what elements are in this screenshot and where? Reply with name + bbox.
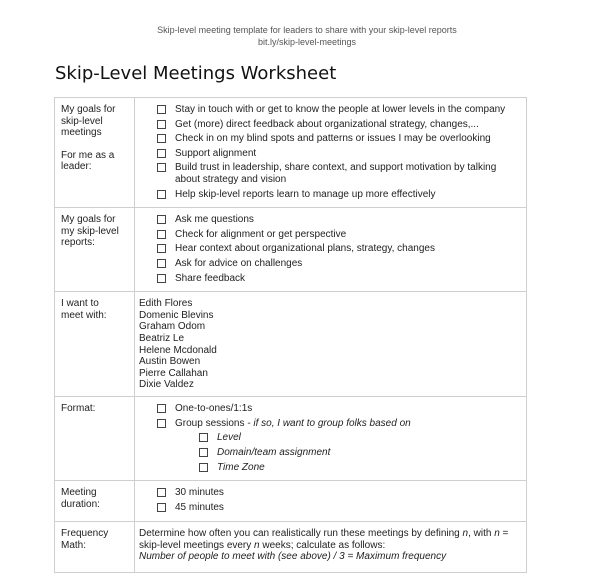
checkbox-option[interactable] bbox=[139, 258, 520, 270]
person-name: Edith Flores bbox=[139, 298, 193, 310]
checkbox[interactable] bbox=[157, 503, 166, 512]
checkbox[interactable] bbox=[157, 134, 166, 143]
checkbox[interactable] bbox=[157, 149, 166, 158]
option-label: Share feedback bbox=[175, 272, 246, 284]
person-name: Austin Bowen bbox=[139, 356, 201, 368]
person-name: Pierre Callahan bbox=[139, 367, 208, 379]
checkbox-option[interactable] bbox=[139, 104, 520, 116]
checkbox[interactable] bbox=[157, 274, 166, 283]
option-label: Domain/team assignment bbox=[217, 446, 331, 458]
option-label: Check in on my blind spots and patterns or issues I may be overlooking bbox=[175, 133, 491, 145]
label-line: skip-level bbox=[61, 115, 103, 127]
option-label: Build trust in leadership, share context, and support motivation by talking about strategy and vision bbox=[175, 162, 497, 185]
checkbox[interactable] bbox=[157, 120, 166, 129]
person-name: Graham Odom bbox=[139, 321, 206, 333]
header-subtitle: Skip-level meeting template for leaders to share with your skip-level reports bbox=[157, 25, 457, 35]
checkbox-option[interactable] bbox=[139, 403, 520, 415]
checkbox-option[interactable] bbox=[139, 462, 520, 474]
label-line: meet with: bbox=[61, 309, 107, 321]
option-label: Ask me questions bbox=[175, 214, 254, 226]
option-label: Stay in touch with or get to know the people at lower levels in the company bbox=[175, 104, 506, 115]
option-label: 45 minutes bbox=[175, 501, 224, 513]
option-label: 30 minutes bbox=[175, 487, 224, 499]
label-line: meetings bbox=[61, 127, 102, 139]
row-value bbox=[135, 481, 527, 522]
checkbox-option[interactable] bbox=[139, 447, 520, 459]
label-line: For me as a bbox=[61, 149, 115, 161]
option-label: Time Zone bbox=[217, 461, 265, 473]
page-title: Skip-Level Meetings Worksheet bbox=[55, 63, 337, 84]
row-label bbox=[55, 208, 135, 292]
label-line: My goals for bbox=[61, 104, 116, 115]
row-value bbox=[135, 397, 527, 481]
checkbox[interactable] bbox=[157, 244, 166, 253]
checkbox-option[interactable] bbox=[139, 273, 520, 285]
row-label bbox=[55, 397, 135, 481]
row-label bbox=[55, 481, 135, 522]
label-line: leader: bbox=[61, 161, 92, 173]
checkbox-option[interactable] bbox=[139, 418, 520, 430]
checkbox-option[interactable] bbox=[139, 243, 520, 255]
option-label: Support alignment bbox=[175, 147, 257, 159]
row-value bbox=[135, 522, 527, 573]
row-goals-reports bbox=[55, 208, 527, 292]
checkbox[interactable] bbox=[157, 105, 166, 114]
row-value bbox=[135, 208, 527, 292]
checkbox[interactable] bbox=[199, 433, 208, 442]
label-line: my skip-level bbox=[61, 225, 119, 237]
label-line: reports: bbox=[61, 237, 95, 249]
checkbox-option[interactable] bbox=[139, 162, 520, 185]
checkbox-option[interactable] bbox=[139, 502, 520, 514]
frequency-instructions: Determine how often you can realistically run these meetings by defining n, with n = skip-level meetings every n weeks; calculate as follows: bbox=[139, 528, 509, 551]
checkbox[interactable] bbox=[157, 259, 166, 268]
checkbox[interactable] bbox=[157, 488, 166, 497]
row-label bbox=[55, 98, 135, 208]
worksheet-table bbox=[54, 97, 527, 573]
people-list[interactable] bbox=[135, 292, 527, 397]
frequency-formula: Number of people to meet with (see above) / 3 = Maximum frequency bbox=[139, 551, 447, 563]
checkbox[interactable] bbox=[157, 230, 166, 239]
checkbox[interactable] bbox=[157, 404, 166, 413]
checkbox[interactable] bbox=[157, 190, 166, 199]
option-label: Hear context about organizational plans, strategy, changes bbox=[175, 243, 435, 255]
option-label: One-to-ones/1:1s bbox=[175, 403, 253, 415]
person-name: Domenic Blevins bbox=[139, 309, 214, 321]
checkbox-option[interactable] bbox=[139, 148, 520, 160]
row-meet-with bbox=[55, 292, 527, 397]
checkbox[interactable] bbox=[157, 419, 166, 428]
option-label: Level bbox=[217, 432, 241, 444]
checkbox[interactable] bbox=[199, 448, 208, 457]
checkbox-option[interactable] bbox=[139, 189, 520, 201]
person-name: Beatriz Le bbox=[139, 332, 185, 344]
row-label bbox=[55, 522, 135, 573]
option-label: Ask for advice on challenges bbox=[175, 257, 303, 269]
label-line: Math: bbox=[61, 539, 87, 551]
checkbox-option[interactable] bbox=[139, 487, 520, 499]
template-header bbox=[0, 24, 614, 48]
header-link[interactable]: bit.ly/skip-level-meetings bbox=[257, 37, 357, 47]
row-frequency bbox=[55, 522, 527, 573]
option-label: Help skip-level reports learn to manage up more effectively bbox=[175, 188, 436, 200]
option-note: - if so, I want to group folks based on bbox=[244, 417, 411, 429]
person-name: Dixie Valdez bbox=[139, 379, 194, 391]
label-line: duration: bbox=[61, 498, 100, 510]
row-format bbox=[55, 397, 527, 481]
option-label: Check for alignment or get perspective bbox=[175, 228, 347, 240]
row-duration bbox=[55, 481, 527, 522]
checkbox-option[interactable] bbox=[139, 133, 520, 145]
row-value bbox=[135, 98, 527, 208]
label-line: Meeting bbox=[61, 487, 97, 499]
checkbox-option[interactable] bbox=[139, 229, 520, 241]
label-line: Frequency bbox=[61, 528, 109, 540]
row-label bbox=[55, 292, 135, 397]
row-goals-leader bbox=[55, 98, 527, 208]
checkbox-option[interactable] bbox=[139, 432, 520, 444]
label-line: My goals for bbox=[61, 214, 116, 226]
checkbox-option[interactable] bbox=[139, 119, 520, 131]
checkbox[interactable] bbox=[199, 463, 208, 472]
person-name: Helene Mcdonald bbox=[139, 344, 217, 356]
label-line: Format: bbox=[61, 403, 96, 415]
option-label: Get (more) direct feedback about organizational strategy, changes,... bbox=[175, 118, 479, 130]
label-line: I want to bbox=[61, 298, 99, 310]
checkbox[interactable] bbox=[157, 215, 166, 224]
checkbox[interactable] bbox=[157, 163, 166, 172]
option-label: Group sessions bbox=[175, 417, 245, 429]
checkbox-option[interactable] bbox=[139, 214, 520, 226]
